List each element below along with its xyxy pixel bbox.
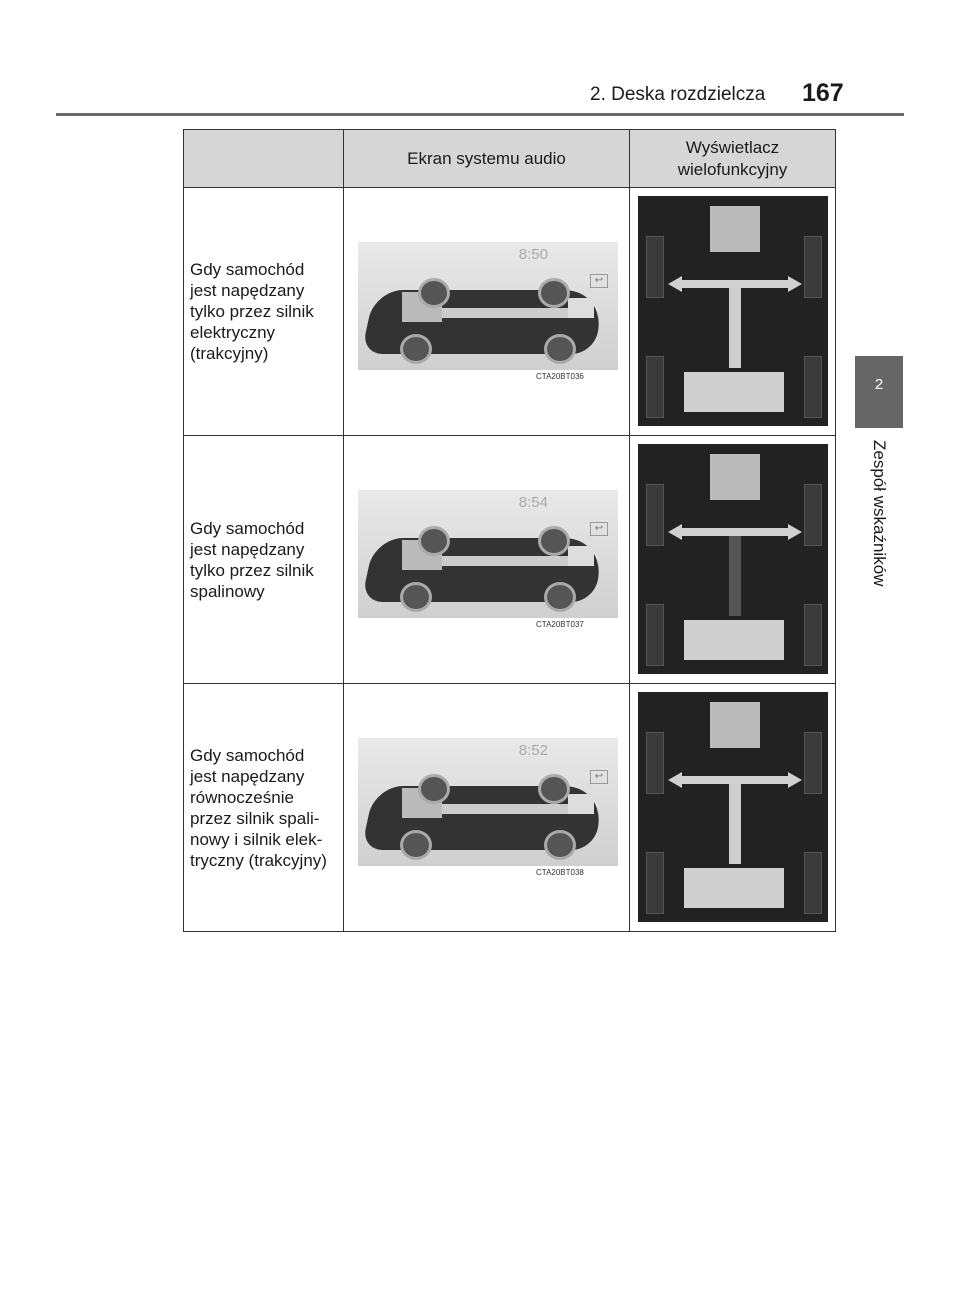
audio-screen-image [358,242,618,370]
power-arrow [676,280,788,288]
mfd-image [638,444,828,674]
wheel [538,774,570,804]
wheel [544,582,576,612]
mfd-cell [630,436,836,684]
power-shaft [729,536,741,616]
image-code: CTA20BT038 [536,868,584,877]
side-tab-label: Zespół wskaźników [870,440,889,587]
column-header: Wyświetlacz wielofunkcyjny [630,130,836,188]
return-icon: ↩ [590,522,608,536]
column-header [184,130,344,188]
mfd-image [638,196,828,426]
audio-screen-cell [344,436,630,684]
audio-screen-cell [344,684,630,932]
tire [646,732,664,794]
mfd-image [638,692,828,922]
table-row [184,188,836,436]
engine [710,454,760,500]
tire [804,852,822,914]
arrow-right-icon [788,772,802,788]
return-icon: ↩ [590,274,608,288]
audio-screen-cell [344,188,630,436]
image-code: CTA20BT037 [536,620,584,629]
power-shaft [729,288,741,368]
car-battery [568,298,594,318]
power-arrow [676,776,788,784]
row-label: Gdy samochód jest napędzany równocześnie przez silnik spali- nowy i silnik elek- tryczny (trakcyjny) [184,684,344,932]
audio-screen-image [358,490,618,618]
power-arrow [676,528,788,536]
power-shaft [729,784,741,864]
table-row [184,684,836,932]
battery [684,372,784,412]
mfd-cell [630,188,836,436]
table-row [184,436,836,684]
arrow-left-icon [668,772,682,788]
column-header: Ekran systemu audio [344,130,630,188]
wheel [418,774,450,804]
image-code: CTA20BT036 [536,372,584,381]
audio-time: 8:54 [518,494,548,511]
return-icon: ↩ [590,770,608,784]
tire [646,484,664,546]
wheel [538,526,570,556]
arrow-left-icon [668,276,682,292]
audio-time: 8:50 [518,246,548,263]
battery [684,868,784,908]
battery [684,620,784,660]
arrow-left-icon [668,524,682,540]
tire [804,236,822,298]
wheel [400,334,432,364]
tire [804,732,822,794]
wheel [400,830,432,860]
wheel [400,582,432,612]
row-label: Gdy samochód jest napędzany tylko przez silnik spalinowy [184,436,344,684]
tire [804,484,822,546]
tire [646,356,664,418]
arrow-right-icon [788,524,802,540]
tire [646,852,664,914]
engine [710,206,760,252]
wheel [538,278,570,308]
row-label: Gdy samochód jest napędzany tylko przez silnik elektryczny (trakcyjny) [184,188,344,436]
tire [804,604,822,666]
wheel [544,830,576,860]
header-rule [56,113,904,116]
header-title: 2. Deska rozdzielcza [590,84,766,105]
audio-time: 8:52 [518,742,548,759]
car-battery [568,794,594,814]
drive-mode-table [183,129,836,932]
tire [646,604,664,666]
wheel [418,278,450,308]
page-number: 167 [802,79,844,107]
wheel [418,526,450,556]
car-battery [568,546,594,566]
table-header-row [184,130,836,188]
tire [646,236,664,298]
mfd-cell [630,684,836,932]
arrow-right-icon [788,276,802,292]
audio-screen-image [358,738,618,866]
wheel [544,334,576,364]
tire [804,356,822,418]
engine [710,702,760,748]
side-tab-number: 2 [874,376,884,393]
